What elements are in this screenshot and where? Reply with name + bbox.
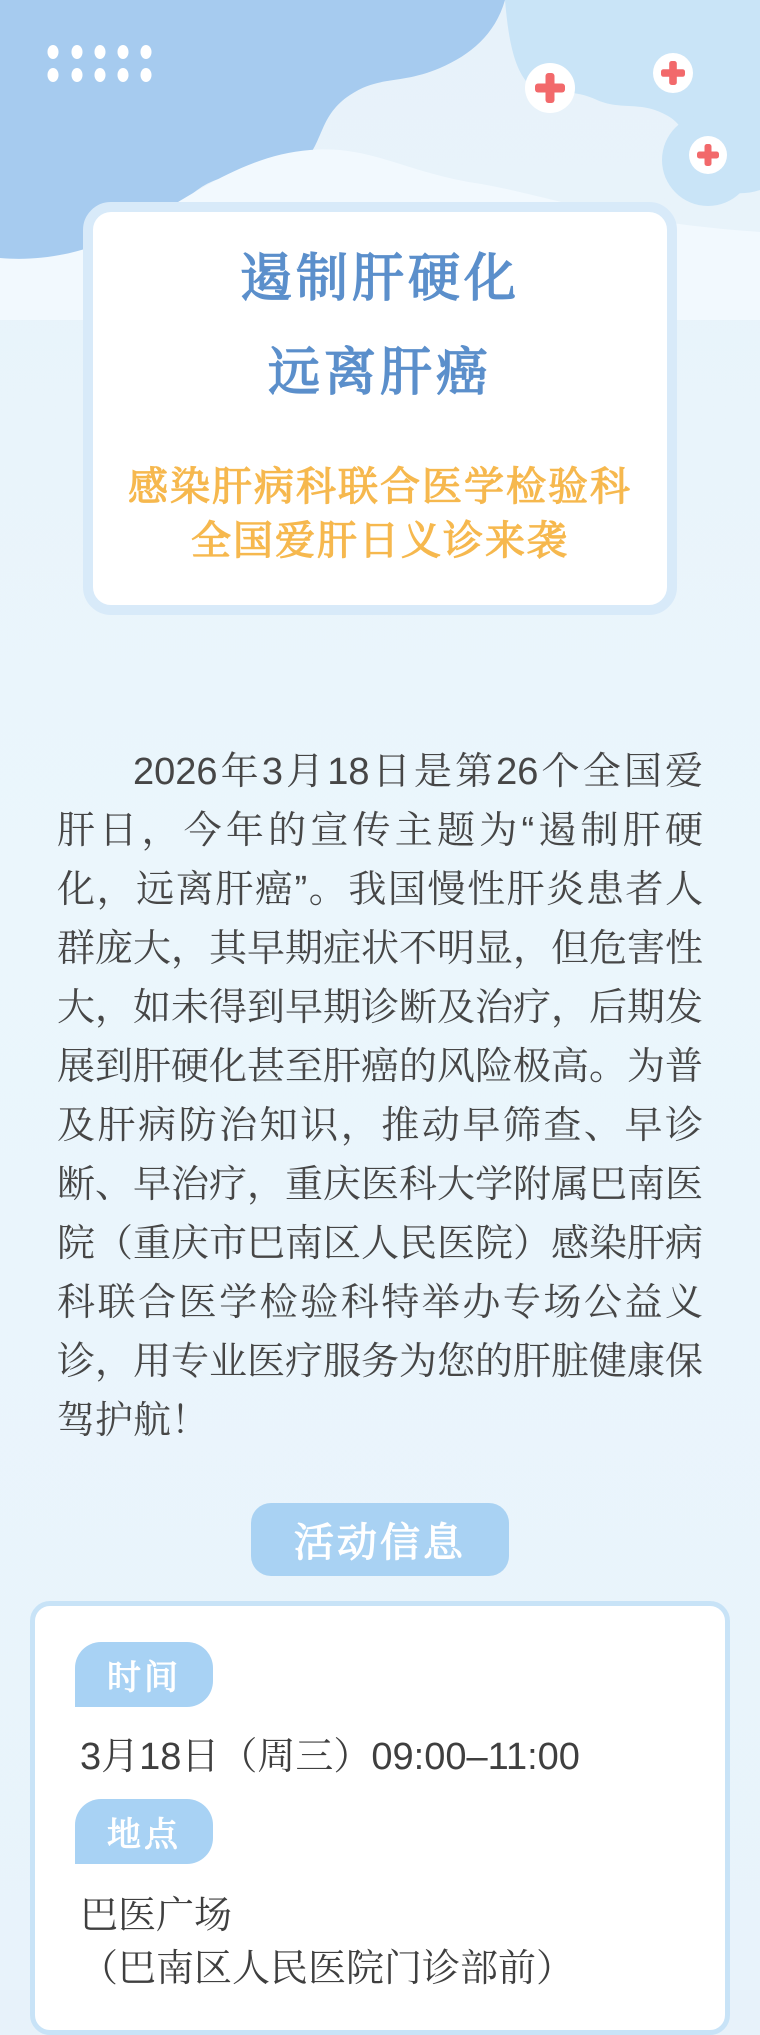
location-badge: 地点	[75, 1799, 213, 1864]
intro-paragraph: 2026年3月18日是第26个全国爱肝日，今年的宣传主题为“遏制肝硬化，远离肝癌”。我国慢性肝炎患者人群庞大，其早期症状不明显，但危害性大，如未得到早期诊断及治疗，后期发展到肝硬化甚至肝癌的风险极高。为普及肝病防治知识，推动早筛查、早诊断、早治疗，重庆医科大学附属巴南医院（重庆市巴南区人民医院）感染肝病科联合医学检验科特举办专场公益义诊，用专业医疗服务为您的肝脏健康保驾护航！	[57, 751, 704, 1442]
location-line1: 巴医广场	[80, 1895, 233, 1937]
location-value	[80, 1890, 685, 1996]
time-value: 3月18日（周三）09:00–11:00	[80, 1736, 580, 1778]
time-badge: 时间	[75, 1642, 213, 1707]
poster-title	[103, 232, 657, 420]
medical-cross-icon	[689, 136, 727, 174]
medical-cross-icon	[653, 53, 693, 93]
medical-cross-icon	[525, 63, 575, 113]
poster-title-line1: 遏制肝硬化	[239, 250, 520, 308]
poster-subtitle	[103, 460, 657, 568]
activity-info-button[interactable]: 活动信息	[251, 1503, 509, 1576]
poster-subtitle-line2: 全国爱肝日义诊来袭	[191, 519, 569, 563]
poster-title-line2: 远离肝癌	[267, 344, 492, 402]
location-line2: （巴南区人民医院门诊部前）	[80, 1948, 575, 1990]
activity-info-card	[30, 1601, 730, 2035]
poster-subtitle-line1: 感染肝病科联合医学检验科	[128, 465, 632, 509]
title-card	[83, 202, 677, 615]
